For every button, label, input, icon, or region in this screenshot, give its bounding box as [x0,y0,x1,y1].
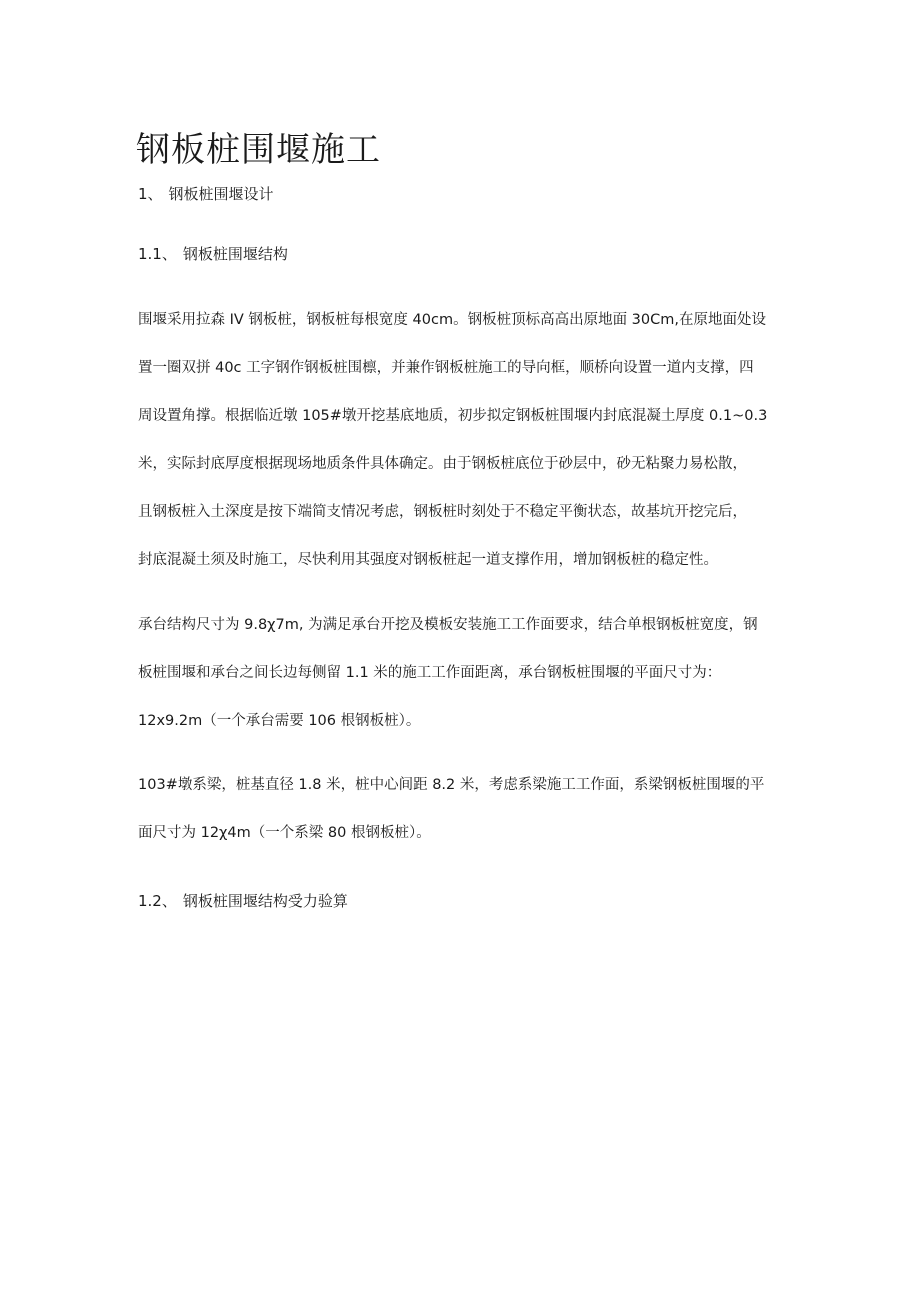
paragraph-tie-beam [138,761,798,857]
paragraph-line: 围堰采用拉森 IV 钢板桩，钢板桩每根宽度 40cm。钢板桩顶标高高出原地面 30Cm,在原地面处设 [138,312,766,328]
document-title: 钢板桩围堰施工 [136,130,381,170]
section-number: 1、 [138,185,163,203]
paragraph-line: 周设置角撑。根据临近墩 105#墩开挖基底地质，初步拟定钢板桩围堰内封底混凝土厚度 0.1~0.3 [138,408,768,424]
paragraph-line: 且钢板桩入土深度是按下端简支情况考虑，钢板桩时刻处于不稳定平衡状态，故基坑开挖完后， [138,504,747,520]
paragraph-line: 承台结构尺寸为 9.8χ7m, 为满足承台开挖及模板安装施工工作面要求，结合单根钢板桩宽度，钢 [138,617,758,633]
paragraph-line: 米，实际封底厚度根据现场地质条件具体确定。由于钢板桩底位于砂层中，砂无粘聚力易松散， [138,456,747,472]
section-number: 1.2、 [138,892,177,910]
section-heading-1-1 [138,243,288,264]
paragraph-line: 12x9.2m（一个承台需要 106 根钢板桩）。 [138,713,421,729]
paragraph-line: 封底混凝土须及时施工，尽快利用其强度对钢板桩起一道支撑作用，增加钢板桩的稳定性。 [138,552,718,568]
section-heading-1-2 [138,890,348,911]
paragraph-pile-cap [138,601,798,745]
section-label: 钢板桩围堰设计 [168,185,274,203]
paragraph-line: 置一圈双拼 40c 工字钢作钢板桩围檩，并兼作钢板桩施工的导向框，顺桥向设置一道内支撑，四 [138,360,754,376]
section-label: 钢板桩围堰结构受力验算 [182,892,348,910]
section-heading-1 [138,183,274,204]
paragraph-line: 103#墩系梁，桩基直径 1.8 米，桩中心间距 8.2 米，考虑系梁施工工作面，系梁钢板桩围堰的平 [138,777,765,793]
paragraph-structure [138,296,798,584]
section-number: 1.1、 [138,245,177,263]
section-label: 钢板桩围堰结构 [182,245,288,263]
paragraph-line: 面尺寸为 12χ4m（一个系梁 80 根钢板桩）。 [138,825,431,841]
paragraph-line: 板桩围堰和承台之间长边每侧留 1.1 米的施工工作面距离，承台钢板桩围堰的平面尺寸为： [138,665,722,681]
